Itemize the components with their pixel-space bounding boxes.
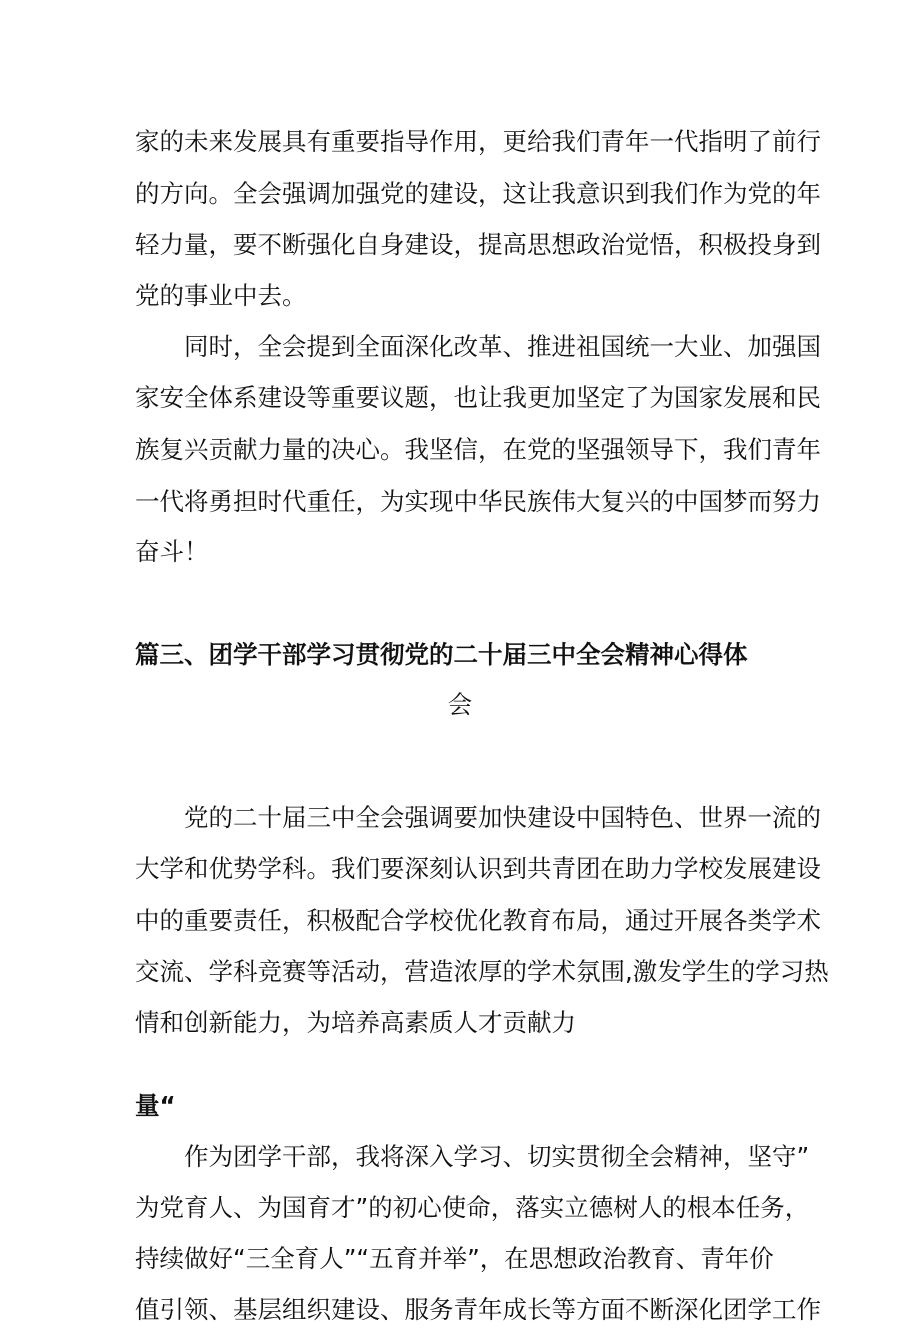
paragraph-1-line-1: 家的未来发展具有重要指导作用，更给我们青年一代指明了前行 — [135, 127, 821, 156]
paragraph-2-line-2: 家安全体系建设等重要议题，也让我更加坚定了为国家发展和民 — [135, 383, 821, 412]
paragraph-2-line-4: 一代将勇担时代重任，为实现中华民族伟大复兴的中国梦而努力 — [135, 487, 821, 516]
paragraph-3-line-3: 中的重要责任，积极配合学校优化教育布局，通过开展各类学术 — [135, 906, 821, 935]
paragraph-2-line-1: 同时，全会提到全面深化改革、推进祖国统一大业、加强国 — [184, 332, 821, 361]
paragraph-3-line-2: 大学和优势学科。我们要深刻认识到共青团在助力学校发展建设 — [135, 854, 821, 883]
paragraph-1-line-2: 的方向。全会强调加强党的建设，这让我意识到我们作为党的年 — [135, 179, 821, 208]
paragraph-3-line-1: 党的二十届三中全会强调要加快建设中国特色、世界一流的 — [184, 803, 821, 832]
paragraph-2-line-3: 族复兴贡献力量的决心。我坚信，在党的坚强领导下，我们青年 — [135, 435, 821, 464]
paragraph-1-line-3: 轻力量，要不断强化自身建设，提高思想政治觉悟，积极投身到 — [135, 230, 821, 259]
paragraph-1-line-4: 党的事业中去。 — [135, 281, 307, 310]
section-heading-line-2: 会 — [447, 690, 473, 719]
paragraph-3-line-5: 情和创新能力，为培养高素质人才贡献力 — [135, 1008, 576, 1037]
section-heading-line-1: 篇三、团学干部学习贯彻党的二十届三中全会精神心得体 — [135, 640, 748, 669]
paragraph-4-line-1: 作为团学干部，我将深入学习、切实贯彻全会精神，坚守” — [184, 1142, 810, 1171]
paragraph-4-line-2: 为党育人、为国育才”的初心使命，落实立德树人的根本任务， — [135, 1193, 810, 1222]
fragment-line: 量“ — [135, 1091, 176, 1120]
paragraph-4-line-4: 值引领、基层组织建设、服务青年成长等方面不断深化团学工作 — [135, 1295, 821, 1324]
paragraph-2-line-5: 奋斗！ — [135, 537, 209, 566]
paragraph-3-line-4: 交流、学科竞赛等活动，营造浓厚的学术氛围,激发学生的学习热 — [135, 957, 829, 986]
paragraph-4-line-3: 持续做好“三全育人”“五育并举”，在思想政治教育、青年价 — [135, 1244, 774, 1273]
